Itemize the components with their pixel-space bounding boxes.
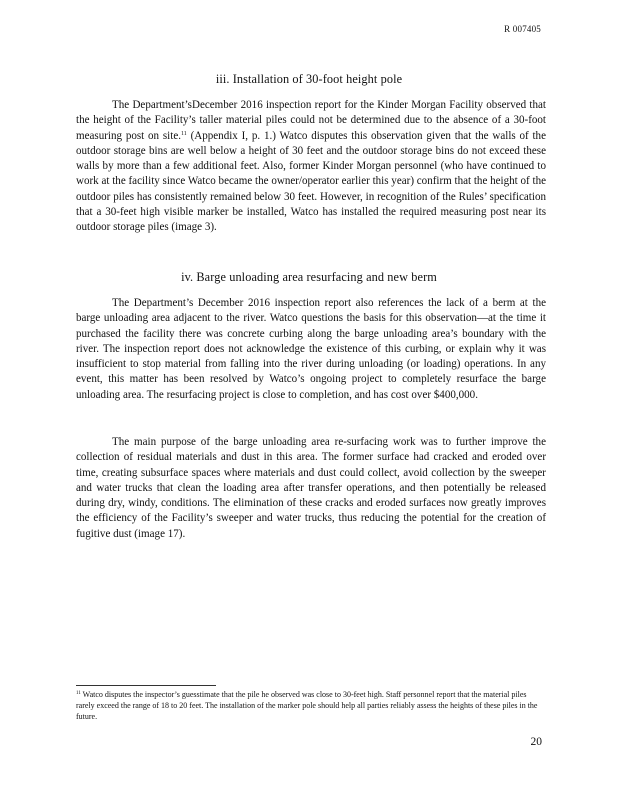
paragraph-resurfacing: The main purpose of the barge unloading area re-surfacing work was to further improve the collection of residual materials and dust in this area. The former surface had cracked and eroded over time, creating subsurface spaces where materials and dust could collect, avoid collection by the sweeper and water trucks that clean the loading area after transfer operations, and then potentially be released during dry, windy, conditions. The elimination of these cracks and eroded surfaces now greatly improves the efficiency of the Facility’s sweeper and water trucks, thus reducing the potential for the creation of fugitive dust (image 17). (76, 436, 546, 540)
footnote (76, 689, 546, 722)
paragraph-text: The Department’sDecember 2016 inspection report for the Kinder Morgan Facility observed that the height of the Facility’s taller material piles could not be determined due to the absence of a 30-foot measuring post on site. (76, 99, 546, 142)
footnote-text: Watco disputes the inspector’s guesstimate that the pile he observed was close to 30-feet high. Staff personnel report that the material piles rarely exceed the range of 18 to 20 feet. The installation of the marker pole should help all parties reliably assess the heights of these piles in the future. (76, 690, 538, 721)
footnote-reference: 11 (180, 130, 187, 137)
footnote-number: 11 (76, 691, 81, 696)
paragraph-height-pole (76, 98, 546, 236)
page-number: 20 (530, 736, 542, 748)
section-heading-iii: iii. Installation of 30-foot height pole (215, 72, 403, 86)
paragraph-berm: The Department’s December 2016 inspection report also references the lack of a berm at the barge unloading area adjacent to the river. Watco questions the basis for this observation—at the time it purchased the facility there was concrete curbing along the barge unloading area’s boundary with the river. The inspection report does not acknowledge the existence of this curbing, or explain why it was insufficient to stop material from falling into the river during unloading (or loading) operations. In any event, this matter has been resolved by Watco’s ongoing project to completely resurface the barge unloading area. The resurfacing project is close to completion, and has cost over $400,000. (76, 297, 546, 401)
section-heading-iv: iv. Barge unloading area resurfacing and new berm (181, 270, 437, 284)
paragraph-text: (Appendix I, p. 1.) Watco disputes this observation given that the walls of the outdoor storage bins are well below a height of 30 feet and the outdoor storage bins do not exceed these walls by more than a few additional feet. Also, former Kinder Morgan personnel (who have continued to work at the facility since Watco became the owner/operator earlier this year) confirm that the height of the outdoor piles has consistently remained below 30 feet. However, in recognition of the Rules’ specification that a 30-feet high visible marker be installed, Watco has installed the required measuring post near its outdoor storage piles (image 3). (76, 129, 546, 234)
footnote-separator (76, 685, 216, 686)
bates-number: R 007405 (504, 24, 541, 34)
